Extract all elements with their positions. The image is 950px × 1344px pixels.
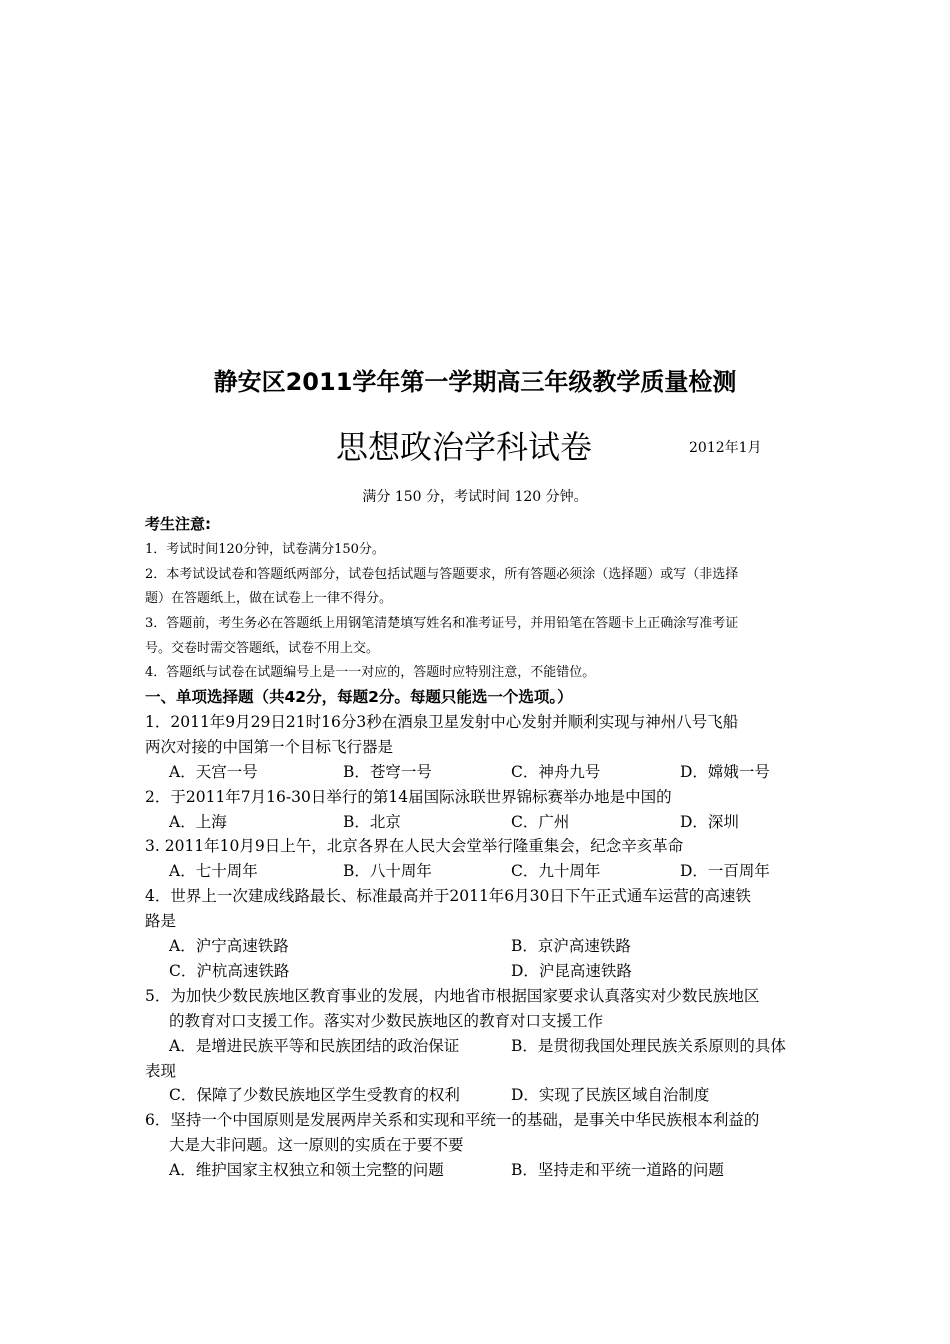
- option-d: D．嫦娥一号: [680, 763, 770, 781]
- notice-line: 号。交卷时需交答题纸，试卷不用上交。: [145, 641, 380, 656]
- option-c: C．保障了少数民族地区学生受教育的权利: [169, 1086, 460, 1104]
- option-b: B．坚持走和平统一道路的问题: [511, 1161, 724, 1179]
- option-b: B．京沪高速铁路: [511, 937, 631, 955]
- option-d: D．实现了民族区域自治制度: [511, 1086, 710, 1104]
- option-b: B．是贯彻我国处理民族关系原则的具体: [511, 1037, 786, 1055]
- question-stem: 6．坚持一个中国原则是发展两岸关系和实现和平统一的基础，是事关中华民族根本利益的: [145, 1111, 760, 1129]
- option-c: C．广州: [511, 813, 570, 831]
- question-stem: 两次对接的中国第一个目标飞行器是: [145, 738, 394, 756]
- score-time-note: 满分 150 分，考试时间 120 分钟。: [362, 489, 588, 505]
- option-b: B．北京: [343, 813, 401, 831]
- option-a: A．沪宁高速铁路: [169, 937, 289, 955]
- option-a: A．维护国家主权独立和领土完整的问题: [169, 1161, 444, 1179]
- option-a: A．是增进民族平等和民族团结的政治保证: [169, 1037, 460, 1055]
- option-c: C．神舟九号: [511, 763, 601, 781]
- question-stem: 路是: [145, 912, 177, 930]
- option-b-continued: 表现: [145, 1062, 177, 1080]
- notice-line: 1．考试时间120分钟，试卷满分150分。: [145, 542, 385, 557]
- notice-heading: 考生注意:: [145, 515, 211, 533]
- question-stem: 5．为加快少数民族地区教育事业的发展，内地省市根据国家要求认真落实对少数民族地区: [145, 987, 760, 1005]
- question-stem: 2．于2011年7月16-30日举行的第14届国际泳联世界锦标赛举办地是中国的: [145, 788, 672, 806]
- exam-subtitle: 思想政治学科试卷: [336, 428, 593, 466]
- question-stem: 的教育对口支援工作。落实对少数民族地区的教育对口支援工作: [169, 1012, 604, 1030]
- option-c: C．九十周年: [511, 862, 601, 880]
- option-a: A．上海: [169, 813, 227, 831]
- notice-line: 2．本考试设试卷和答题纸两部分，试卷包括试题与答题要求，所有答题必须涂（选择题）或写（非选择: [145, 567, 739, 582]
- option-c: C．沪杭高速铁路: [169, 962, 290, 980]
- option-d: D．一百周年: [680, 862, 770, 880]
- notice-line: 题）在答题纸上，做在试卷上一律不得分。: [145, 591, 393, 606]
- notice-line: 3．答题前，考生务必在答题纸上用钢笔清楚填写姓名和准考证号，并用铅笔在答题卡上正确涂写准考证: [145, 616, 739, 631]
- exam-title: 静安区2011学年第一学期高三年级教学质量检测: [213, 368, 737, 396]
- option-b: B．苍穹一号: [343, 763, 432, 781]
- question-stem: 大是大非问题。这一原则的实质在于要不要: [169, 1136, 464, 1154]
- option-a: A．七十周年: [169, 862, 258, 880]
- option-d: D．深圳: [680, 813, 739, 831]
- notice-line: 4．答题纸与试卷在试题编号上是一一对应的，答题时应特别注意，不能错位。: [145, 665, 596, 680]
- option-b: B．八十周年: [343, 862, 432, 880]
- section-heading: 一、单项选择题（共42分，每题2分。每题只能选一个选项。）: [145, 688, 573, 706]
- question-stem: 4．世界上一次建成线路最长、标准最高并于2011年6月30日下午正式通车运营的高速铁: [145, 887, 751, 905]
- question-stem: 1．2011年9月29日21时16分3秒在酒泉卫星发射中心发射并顺利实现与神州八号飞船: [145, 713, 739, 731]
- exam-date: 2012年1月: [689, 440, 762, 456]
- question-stem: 3. 2011年10月9日上午，北京各界在人民大会堂举行隆重集会，纪念辛亥革命: [145, 837, 684, 855]
- option-a: A．天宫一号: [169, 763, 258, 781]
- option-d: D．沪昆高速铁路: [511, 962, 632, 980]
